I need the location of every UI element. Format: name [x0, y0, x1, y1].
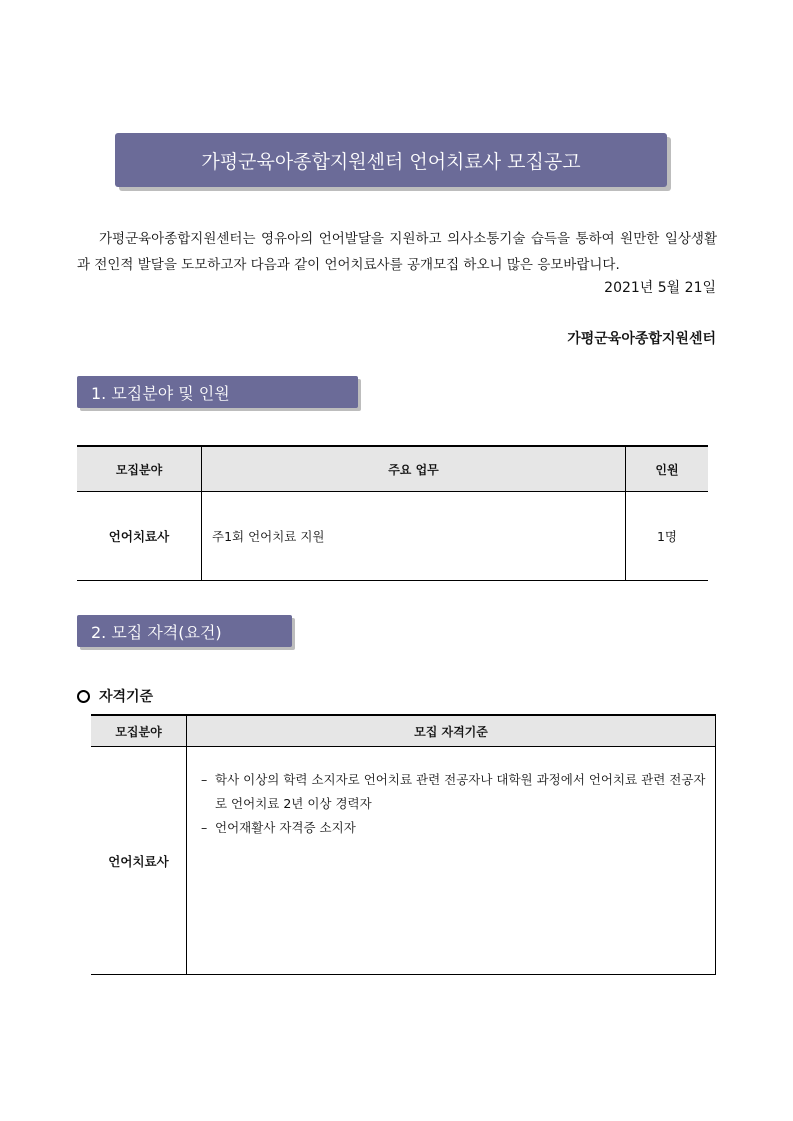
- requirement-item: [201, 816, 715, 840]
- circle-bullet-icon: [77, 690, 90, 703]
- section-heading-qualifications: 2. 모집 자격(요건): [77, 615, 292, 647]
- announcement-date: 2021년 5월 21일: [604, 280, 716, 296]
- requirement-text: 언어재활사 자격증 소지자: [215, 820, 356, 835]
- table-row: [77, 492, 708, 581]
- criteria-label-text: 자격기준: [99, 689, 154, 705]
- criteria-label: [77, 686, 153, 706]
- header-field: 모집분야: [77, 446, 202, 492]
- cell-count: 1명: [626, 492, 709, 581]
- section-heading-recruitment: 1. 모집분야 및 인원: [77, 376, 358, 408]
- header-criteria: 모집 자격기준: [187, 715, 716, 747]
- intro-text: 가평군육아종합지원센터는 영유아의 언어발달을 지원하고 의사소통기술 습득을 통하여 원만한 일상생활과 전인적 발달을 도모하고자 다음과 같이 언어치료사를 공개모집 하오니 많은 응모바랍니다.: [77, 231, 717, 273]
- dash-bullet-icon: –: [201, 820, 208, 835]
- cell-duty: 주1회 언어치료 지원: [202, 492, 626, 581]
- table-header-row: [91, 715, 716, 747]
- table-header-row: [77, 446, 708, 492]
- page-title: 가평군육아종합지원센터 언어치료사 모집공고: [115, 133, 667, 187]
- cell-field: 언어치료사: [77, 492, 202, 581]
- cell-requirements: [187, 747, 716, 975]
- organization-name: 가평군육아종합지원센터: [567, 331, 716, 347]
- recruitment-table: [77, 445, 708, 581]
- table-row: [91, 747, 716, 975]
- cell-field: 언어치료사: [91, 747, 187, 975]
- intro-paragraph: [77, 226, 717, 278]
- qualifications-table: [91, 714, 716, 975]
- header-duty: 주요 업무: [202, 446, 626, 492]
- dash-bullet-icon: –: [201, 772, 208, 787]
- header-field: 모집분야: [91, 715, 187, 747]
- requirement-text: 학사 이상의 학력 소지자로 언어치료 관련 전공자나 대학원 과정에서 언어치료 관련 전공자로 언어치료 2년 이상 경력자: [215, 772, 706, 811]
- requirement-item: [201, 768, 715, 816]
- header-count: 인원: [626, 446, 709, 492]
